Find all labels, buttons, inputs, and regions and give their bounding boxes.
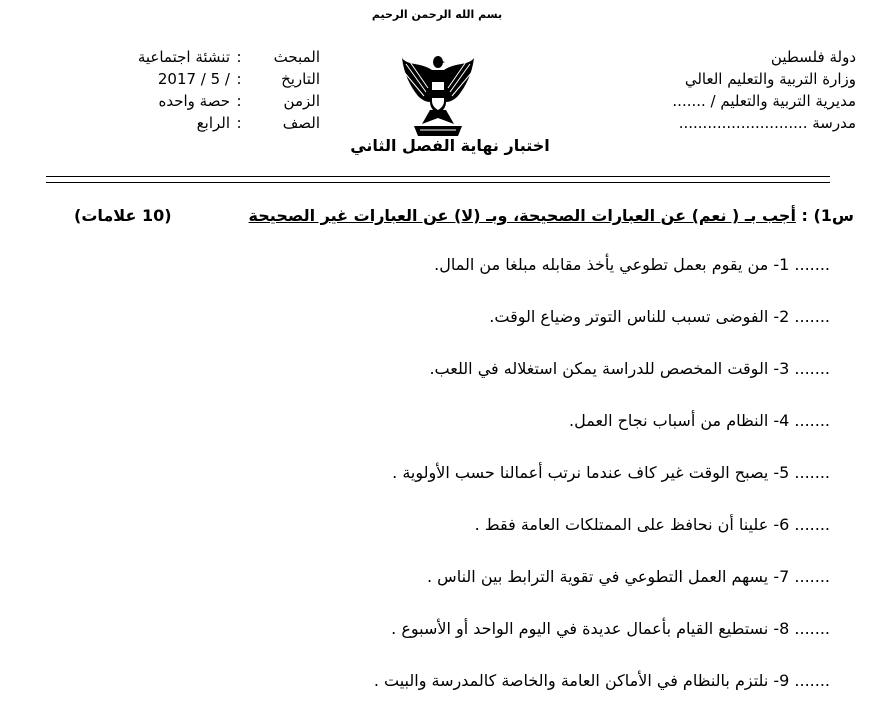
list-item: ....... 3- الوقت المخصص للدراسة يمكن استغلاله في اللعب. xyxy=(429,359,830,378)
info-grade-row xyxy=(80,112,320,134)
header-institution-block xyxy=(566,46,856,134)
basmala: بسم الله الرحمن الرحيم xyxy=(371,8,503,21)
info-grade-label: الصف xyxy=(282,114,320,132)
header-divider-bottom xyxy=(46,182,830,183)
question-header xyxy=(74,206,854,232)
list-item: ....... 5- يصبح الوقت غير كاف عندما نرتب أعمالنا حسب الأولوية . xyxy=(392,463,830,482)
question-instruction xyxy=(249,206,854,225)
list-item: ....... 2- الفوضى تسبب للناس التوتر وضياع الوقت. xyxy=(489,307,830,326)
header-exam-info-block xyxy=(80,46,320,134)
header-school: مدرسة ........................... xyxy=(678,114,856,132)
question-number: س1) : xyxy=(801,206,854,225)
info-colon: : xyxy=(236,92,242,110)
palestinian-eagle-emblem-icon xyxy=(400,52,476,140)
list-item: ....... 1- من يقوم بعمل تطوعي يأخذ مقابله مبلغا من المال. xyxy=(434,255,830,274)
info-colon: : xyxy=(236,114,242,132)
list-item: ....... 9- نلتزم بالنظام في الأماكن العامة والخاصة كالمدرسة والبيت . xyxy=(373,671,830,690)
list-item: ....... 4- النظام من أسباب نجاح العمل. xyxy=(569,411,830,430)
info-date-row xyxy=(80,68,320,90)
exam-title: اختبار نهاية الفصل الثاني xyxy=(350,136,550,155)
header-divider-top xyxy=(46,176,830,177)
header-directorate: مديرية التربية والتعليم / ....... xyxy=(672,92,856,110)
question-marks: (10 علامات) xyxy=(74,206,172,225)
info-colon: : xyxy=(236,48,242,66)
header-ministry: وزارة التربية والتعليم العالي xyxy=(684,70,856,88)
list-item: ....... 8- نستطيع القيام بأعمال عديدة في اليوم الواحد أو الأسبوع . xyxy=(391,619,830,638)
info-colon: : xyxy=(236,70,242,88)
info-grade-value: الرابع xyxy=(196,114,230,132)
header-country: دولة فلسطين xyxy=(770,48,856,66)
question-text: أجب بـ ( نعم) عن العبارات الصحيحة، وبـ (لا) عن العبارات غير الصحيحة xyxy=(248,206,796,225)
info-time-row xyxy=(80,90,320,112)
info-date-value: 2017 / 5 / xyxy=(157,70,230,88)
info-subject-label: المبحث xyxy=(273,48,320,66)
info-subject-value: تنشئة اجتماعية xyxy=(137,48,230,66)
info-subject-row xyxy=(80,46,320,68)
statements-list xyxy=(70,250,830,718)
list-item: ....... 6- علينا أن نحافظ على الممتلكات العامة فقط . xyxy=(474,515,830,534)
info-time-label: الزمن xyxy=(283,92,320,110)
info-date-label: التاريخ xyxy=(281,70,320,88)
info-time-value: حصة واحده xyxy=(158,92,230,110)
list-item: ....... 7- يسهم العمل التطوعي في تقوية الترابط بين الناس . xyxy=(427,567,830,586)
